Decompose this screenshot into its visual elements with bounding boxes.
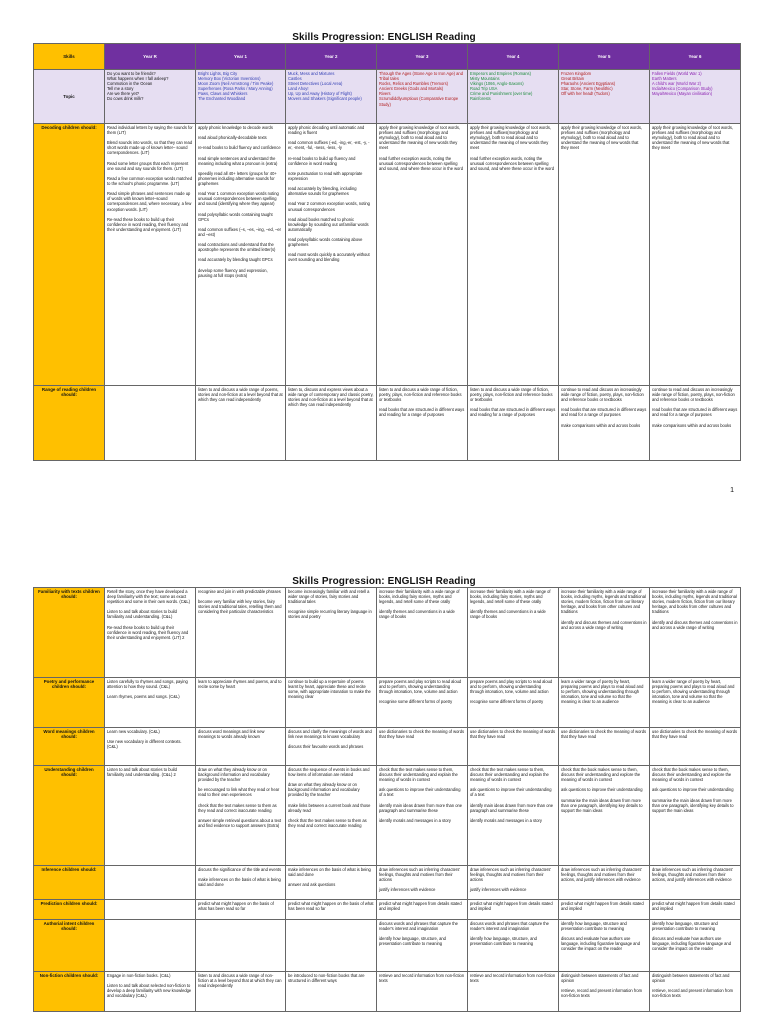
table-cell: discuss and clarify the meanings of words and link new meanings to known vocabulary discuss their favourite words and phrases [286,728,377,766]
table-cell [196,920,286,972]
table-cell: use dictionaries to check the meaning of words that they have read [468,728,559,766]
table-cell: apply phonic knowledge to decode words read aloud phonically-decodable texts re-read books to build fluency and confidence read simple sentences and understand the meaning including what a pronoun is (extra) speedily read all 40+ letters /groups for 40+ phonemes including alternative sounds for graphemes read Year 1 common exception words noting unusual correspondences between spelling and sound (identifying where they appear) read polysyllabic words containing taught GPCs read common suffixes (–s, –es, –ing, –ed, –er and –est) read contractions and understand that the apostrophe represents the omitted letter(s) read accurately by blending taught GPCs develop some fluency and expression, pausing at full stops (extra) [196,124,286,386]
table-cell: recognise and join in with predictable phrases become very familiar with key stories, fairy stories and traditional tales, retelling them and considering their particular characteristics [196,588,286,678]
header-skills: Skills [34,44,105,70]
skill-label: Prediction children should: [34,900,105,920]
table-cell: predict what might happen on the basis of what has been read so far [196,900,286,920]
skill-label: Understanding children should: [34,766,105,866]
table-cell: Learn new vocabulary. (C&L) Use new vocabulary in different contexts. (C&L) [105,728,196,766]
table-cell: discuss the significance of the title and events make inferences on the basis of what is being said and done [196,866,286,900]
topic-cell: Emperors and Empires (Romans) Misty Mountains Vikings (1066, Anglo-Saxons) Road Trip USA Crime and Punishment (over time) Rainforests [468,70,559,124]
table-cell: become increasingly familiar with and retell a wider range of stories, fairy stories and traditional tales recognise simple recurring literary language in stories and poetry [286,588,377,678]
topic-cell: Bright Lights, Big City Memory Box (Victorian Inventions) Moon Zoom (Neil Armstrong / Tim Peake) Superheroes (Rosa Parks / Mary Anning) Paws, Claws and Whiskers The Enchanted Woodland [196,70,286,124]
skill-label: Word meanings children should: [34,728,105,766]
table-cell: apply their growing knowledge of root words, prefixes and suffixes (morphology and etymology), both to read aloud and to understand the meaning of new words they meet read further exception words, noting the unusual correspondences between spelling and sound, and where these occur in the word [377,124,468,386]
table-cell: check that the book makes sense to them, discuss their understanding and explore the meaning of words in context ask questions to improve their understanding summarise the main ideas drawn from more than one paragraph, identifying key details to support the main ideas [650,766,741,866]
table-cell: draw inferences such as inferring characters' feelings, thoughts and motives from their actions justify inferences with evidence [377,866,468,900]
table-cell: listen to, discuss and express views about a wide range of contemporary and classic poetry, stories and non-fiction at a level beyond that at which they can read independently [286,386,377,461]
table-cell: retrieve and record information from non-fiction texts [377,972,468,1012]
page-2-title: Skills Progression: ENGLISH Reading [292,576,476,587]
table-row [34,588,741,678]
table-row [34,866,741,900]
table-cell [105,920,196,972]
table-cell: use dictionaries to check the meaning of words that they have read [559,728,650,766]
topic-cell: Fallen Fields (World War 1) Earth Matters A child's war (World War 2) India/Mexico (Comparison Study) Maya/Mexico (Mayan civilisation) [650,70,741,124]
table-cell: apply their growing knowledge of root words, prefixes and suffixes(morphology and etymology), both to read aloud and to understand the meaning of new words they meet read further exception words, noting the unusual correspondences between spelling and sound, and where these occur in the word [468,124,559,386]
skill-label: Non-fiction children should: [34,972,105,1012]
header-year-6: Year 6 [650,44,741,70]
table-cell: Retell the story, once they have developed a deep familiarity with the text; some as exact repetition and some in their own words. (C&L) Listen to and talk about stories to build familiarity and understanding. (C&L) Re-read these books to build up their confidence in word reading, their fluency and their understanding and enjoyment. (LIT) 2 [105,588,196,678]
table-cell: discuss words and phrases that capture the reader's interest and imagination identify how language, structure, and presentation contribute to meaning [377,920,468,972]
table-cell: Listen to and talk about stories to build familiarity and understanding. (C&L) 2 [105,766,196,866]
topic-label: Topic [34,70,105,124]
table-row [34,386,741,461]
topic-row [34,70,741,124]
table-cell: listen to and discuss a wide range of poems, stories and non-fiction at a level beyond that at which they can read independently [196,386,286,461]
table-cell: learn to appreciate rhymes and poems, and to recite some by heart [196,678,286,728]
table-cell: increase their familiarity with a wide range of books, including fairy stories, myths and legends, and retell some of these orally identify themes and conventions in a wide range of books [377,588,468,678]
table-cell: draw on what they already know or on background information and vocabulary provided by the teacher be encouraged to link what they read or hear read to their own experiences check that the text makes sense to them as they read and correct inaccurate reading answer simple retrieval questions about a text and find evidence to support answers (Extra) [196,766,286,866]
table-cell: discuss word meanings and link new meanings to words already known [196,728,286,766]
table-cell: discuss the sequence of events in books and how items of information are related draw on what they already know or on background information and vocabulary provided by the teacher make links between a current book and those already read check that the text makes sense to them as they read and correct inaccurate reading [286,766,377,866]
table-cell: apply their growing knowledge of root words, prefixes and suffixes (morphology and etymology), both to read aloud and to understand the meaning of new words that they meet [559,124,650,386]
table-cell: prepare poems and play scripts to read aloud and to perform, showing understanding through intonation, tone, volume and action recognise some different forms of poetry [468,678,559,728]
table-cell: apply phonic decoding until automatic and reading is fluent read common suffixes (-ed, -ing,-er, -est, -y, -er, -ment, -ful, -ness, -less, -ly re-read books to build up fluency and confidence in word reading note punctuation to read with appropriate expression read accurately by blending, including alternative sounds for graphemes read Year 2 common exception words, noting unusual correspondences read aloud books matched to phonic knowledge by sounding out unfamiliar words automatically read polysyllabic words containing above graphemes read most words quickly & accurately without overt sounding and blending [286,124,377,386]
skills-table-page-1 [33,43,741,461]
table-cell: listen to and discuss a wide range of fiction, poetry, plays, non-fiction and reference books or textbooks read books that are structured in different ways and reading for a range of purposes [377,386,468,461]
table-cell: check that the text makes sense to them, discuss their understanding and explain the meaning of words in context ask questions to improve their understanding of a text identify main ideas drawn from more than one paragraph and summarise these identify morals and messages in a story [468,766,559,866]
header-year-3: Year 3 [377,44,468,70]
table-cell: Engage in non-fiction books. (C&L) Listen to and talk about selected non-fiction to develop a deep familiarity with new knowledge and vocabulary (C&L) [105,972,196,1012]
table-row [34,972,741,1012]
table-cell: increase their familiarity with a wide range of books, including myths, legends and traditional stories, modern fiction, fiction from our literary heritage, and books from other cultures and traditions identify and discuss themes and conventions in and across a wide range of writing [650,588,741,678]
table-cell: identify how language, structure and presentation contribute to meaning discuss and evaluate how authors use language, including figurative language and consider the impact on the reader [650,920,741,972]
table-cell [105,866,196,900]
table-cell: predict what might happen from details stated and implied [468,900,559,920]
skill-label: Poetry and performance children should: [34,678,105,728]
table-cell [105,386,196,461]
table-cell: distinguish between statements of fact and opinion retrieve, record and present information from non-fiction texts [650,972,741,1012]
table-cell: draw inferences such as inferring characters' feelings, thoughts and motives from their actions, and justify inferences with evidence [559,866,650,900]
table-cell: continue to read and discuss an increasingly wide range of fiction, poetry, plays, non-fiction and reference books or textbooks read books that are structured in different ways and read for a range of purposes make comparisons within and across books [559,386,650,461]
topic-cell: Muck, Mess and Mixtures Castles Street Detectives (Local Area) Land Ahoy! Up, Up and Away (History of Flight) Movers and Shakers (Significant people) [286,70,377,124]
table-cell: draw inferences such as inferring characters' feelings, thoughts and motives from their actions justify inferences with evidence [468,866,559,900]
table-row [34,900,741,920]
topic-cell: Through the Ages (Stone Age to Iron Age) and Tribal tales Rocks, Relics and Rumbles (Tremors) Ancient Greeks (Gods and Mortals) Rivers Scrumdiddlyumptious (Comparative Europe Study) [377,70,468,124]
table-cell [286,920,377,972]
table-cell: listen to and discuss a wide range of fiction, poetry, plays, non-fiction and reference books or textbooks read books that are structured in different ways and reading for a range of purposes [468,386,559,461]
table-cell: apply their growing knowledge of root words, prefixes and suffixes (morphology and etymology), both to read aloud and to understand the meaning of new words that they meet [650,124,741,386]
table-cell: discuss words and phrases that capture the reader's interest and imagination identify how language, structure, and presentation contribute to meaning [468,920,559,972]
topic-cell: Frozen Kingdom Great Britain Pharaohs (Ancient Egyptians) Star, Stone, Farm (Neolithic) Off with her head! (Tudors) [559,70,650,124]
table-cell: use dictionaries to check the meaning of words that they have read [650,728,741,766]
table-cell: increase their familiarity with a wide range of books, including fairy stories, myths and legends, and retell some of these orally identify themes and conventions in a wide range of books [468,588,559,678]
table-cell: predict what might happen from details stated and implied [559,900,650,920]
table-cell: draw inferences such as inferring characters' feelings, thoughts and motives from their actions, and justify inferences with evidence [650,866,741,900]
header-year-5: Year 5 [559,44,650,70]
table-cell: continue to read and discuss an increasingly wide range of fiction, poetry, plays, non-fiction and reference books or textbooks read books that are structured in different ways and read for a range of purposes make comparisons within and across books [650,386,741,461]
table-cell: prepare poems and play scripts to read aloud and to perform, showing understanding through intonation, tone, volume and action recognise some different forms of poetry [377,678,468,728]
table-cell: listen to and discuss a wide range of non-fiction at a level beyond that at which they can read independently [196,972,286,1012]
header-row [34,44,741,70]
page-number: 1 [730,487,734,494]
skill-label: Familiarity with texts children should: [34,588,105,678]
header-year-2: Year 2 [286,44,377,70]
table-row [34,728,741,766]
table-cell: retrieve and record information from non-fiction texts [468,972,559,1012]
header-year-r: Year R [105,44,196,70]
table-row [34,766,741,866]
skills-table-page-2 [33,587,741,1012]
header-year-4: Year 4 [468,44,559,70]
table-cell: check that the text makes sense to them, discuss their understanding and explain the meaning of words in context ask questions to improve their understanding of a text identify main ideas drawn from more than one paragraph and summarise these identify morals and messages in a story [377,766,468,866]
skill-label: Inference children should: [34,866,105,900]
header-year-1: Year 1 [196,44,286,70]
table-cell: use dictionaries to check the meaning of words that they have read [377,728,468,766]
topic-cell: Do you want to be friends? What happens when I fall asleep? Commotion in the Ocean Tell me a story Are we there yet? Do cows drink milk? [105,70,196,124]
table-row [34,920,741,972]
table-cell: Read individual letters by saying the sounds for them (LIT) Blend sounds into words, so that they can read short words made up of known letter– sound correspondences. (LIT) Read some letter groups that each represent one sound and say sounds for them. (LIT) Read a few common exception words matched to the school's phonic programme. (LIT) Read simple phrases and sentences made up of words with known letter–sound correspondences and, where necessary, a few exception words. (LIT) Re-read these books to build up their confidence in word reading, their fluency and their understanding and enjoyment. (LIT) [105,124,196,386]
skill-label: Decoding children should: [34,124,105,386]
table-cell: continue to build up a repertoire of poems learnt by heart, appreciate these and recite some, with appropriate intonation to make the meaning clear [286,678,377,728]
table-row [34,124,741,386]
table-cell: increase their familiarity with a wide range of books, including myths, legends and traditional stories, modern fiction, fiction from our literary heritage, and books from other cultures and traditions identify and discuss themes and conventions in and across a wide range of writing [559,588,650,678]
page-1-title: Skills Progression: ENGLISH Reading [292,32,476,43]
table-cell: make inferences on the basis of what is being said and done answer and ask questions [286,866,377,900]
table-cell: distinguish between statements of fact and opinion retrieve, record and present information from non-fiction texts [559,972,650,1012]
table-row [34,678,741,728]
table-cell [105,900,196,920]
skill-label: Range of reading children should: [34,386,105,461]
table-cell: predict what might happen on the basis of what has been read so far [286,900,377,920]
table-cell: predict what might happen from details stated and implied [650,900,741,920]
skill-label: Authorial intent children should: [34,920,105,972]
table-cell: Listen carefully to rhymes and songs, paying attention to how they sound. (C&L) Learn rhymes, poems and songs. (C&L) [105,678,196,728]
table-cell: identify how language, structure and presentation contribute to meaning discuss and evaluate how authors use language, including figurative language and consider the impact on the reader [559,920,650,972]
table-cell: be introduced to non-fiction books that are structured in different ways [286,972,377,1012]
table-cell: learn a wider range of poetry by heart, preparing poems and plays to read aloud and to perform, showing understanding through intonation, tone and volume so that the meaning is clear to an audience [559,678,650,728]
table-cell: check that the book makes sense to them, discuss their understanding and explore the meaning of words in context ask questions to improve their understanding summarise the main ideas drawn from more than one paragraph, identifying key details to support the main ideas [559,766,650,866]
table-cell: predict what might happen from details stated and implied [377,900,468,920]
table-cell: learn a wider range of poetry by heart, preparing poems and plays to read aloud and to perform, showing understanding through intonation, tone and volume so that the meaning is clear to an audience [650,678,741,728]
